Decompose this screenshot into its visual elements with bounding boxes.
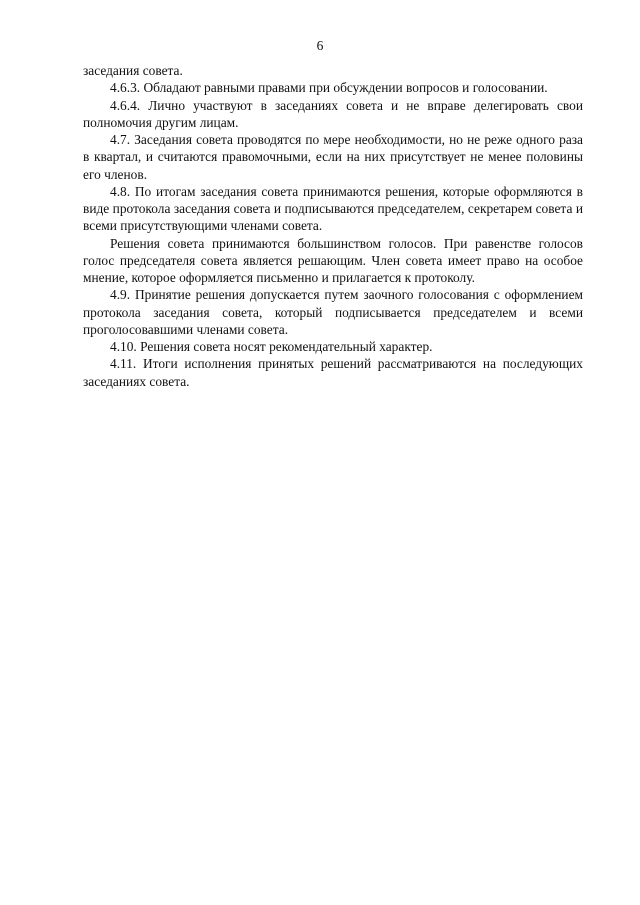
paragraph-continuation: заседания совета.: [83, 63, 183, 78]
document-body: [83, 62, 583, 390]
paragraph-4-8: 4.8. По итогам заседания совета принимаются решения, которые оформляются в виде протокола заседания совета и подписываются председателем, секретарем совета и всеми присутствующими членами совета.: [83, 183, 583, 234]
paragraph-4-11: 4.11. Итоги исполнения принятых решений рассматриваются на последующих заседаниях совета.: [83, 356, 583, 389]
paragraph-4-6-4: 4.6.4. Лично участвуют в заседаниях совета и не вправе делегировать свои полномочия другим лицам.: [83, 97, 583, 130]
paragraph-4-6-3: 4.6.3. Обладают равными правами при обсуждении вопросов и голосовании.: [110, 80, 548, 96]
paragraph-4-10: 4.10. Решения совета носят рекомендательный характер.: [110, 339, 433, 354]
page-number: 6: [316, 38, 324, 53]
paragraph-4-7: 4.7. Заседания совета проводятся по мере необходимости, но не реже одного раза в квартал, и считаются правомочными, если на них присутствует не менее половины его членов.: [83, 132, 583, 182]
paragraph-4-9: 4.9. Принятие решения допускается путем заочного голосования с оформлением протокола заседания совета, который подписывается председателем и всеми проголосовавшими членами совета.: [83, 287, 583, 337]
paragraph-4-8-decisions: Решения совета принимаются большинством голосов. При равенстве голосов голос председателя совета является решающим. Член совета имеет право на особое мнение, которое оформляется письменно и прилагается к протоколу.: [83, 235, 583, 285]
